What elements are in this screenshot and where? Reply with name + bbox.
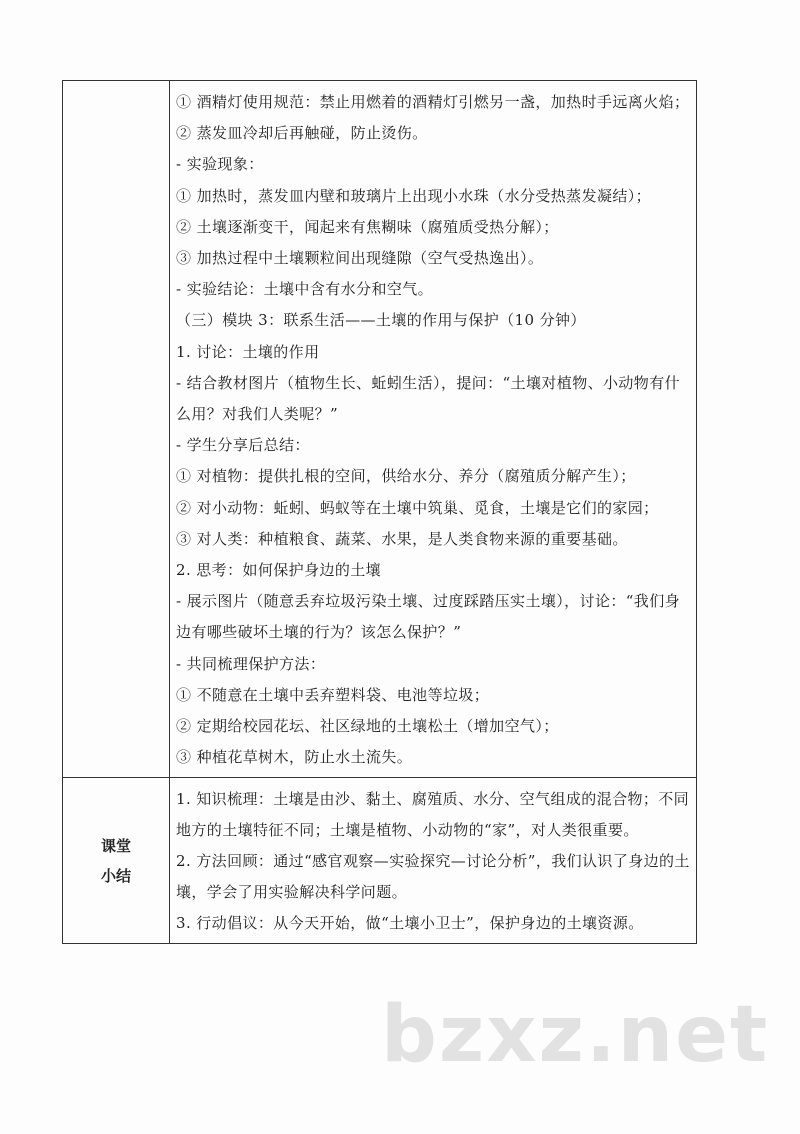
content-line: ① 加热时，蒸发皿内壁和玻璃片上出现小水珠（水分受热蒸发凝结）； — [176, 186, 652, 205]
content-line: 1. 讨论：土壤的作用 — [176, 342, 320, 361]
lesson-plan-table — [62, 80, 697, 944]
content-line: 2. 思考：如何保护身边的土壤 — [176, 561, 382, 580]
summary-content — [170, 778, 696, 943]
content-line: ② 对小动物：蚯蚓、蚂蚁等在土壤中筑巢、觅食，土壤是它们的家园； — [176, 498, 659, 517]
content-line: - 结合教材图片（植物生长、蚯蚓生活），提问：“土壤对植物、小动物有什么用？对我们人类呢？” — [176, 373, 681, 424]
row-label-cell — [63, 81, 170, 778]
table-row-activity — [63, 81, 697, 778]
content-line: - 实验结论：土壤中含有水分和空气。 — [176, 280, 434, 299]
summary-label-line-2: 小结 — [100, 866, 131, 885]
activity-content — [170, 81, 696, 777]
content-line: ② 蒸发皿冷却后再触碰，防止烫伤。 — [176, 124, 428, 143]
content-line: ① 酒精灯使用规范：禁止用燃着的酒精灯引燃另一盏，加热时手远离火焰； — [176, 93, 690, 111]
content-line: 1. 知识梳理：土壤是由沙、黏土、腐殖质、水分、空气组成的混合物；不同地方的土壤特征不同；土壤是植物、小动物的“家”，对人类很重要。 — [176, 790, 690, 840]
content-line: （三）模块 3：联系生活——土壤的作用与保护（10 分钟） — [176, 311, 586, 330]
content-line: ② 定期给校园花坛、社区绿地的土壤松土（增加空气）； — [176, 717, 559, 736]
content-line: ① 对植物：提供扎根的空间，供给水分、养分（腐殖质分解产生）； — [176, 467, 636, 486]
content-line: - 实验现象： — [176, 155, 264, 174]
row-label-cell — [63, 778, 170, 944]
content-line: ③ 加热过程中土壤颗粒间出现缝隙（空气受热逸出）。 — [176, 249, 544, 268]
content-line: 3. 行动倡议：从今天开始，做“土壤小卫士”，保护身边的土壤资源。 — [176, 914, 644, 933]
content-line: ③ 种植花草树木，防止水土流失。 — [176, 748, 413, 767]
summary-content-cell — [170, 778, 697, 944]
content-line: - 共同梳理保护方法： — [176, 654, 326, 673]
content-line: ② 土壤逐渐变干，闻起来有焦糊味（腐殖质受热分解）； — [176, 217, 559, 236]
content-line: ③ 对人类：种植粮食、蔬菜、水果，是人类食物来源的重要基础。 — [176, 529, 628, 548]
activity-content-cell — [170, 81, 697, 778]
table-row-summary — [63, 778, 697, 944]
summary-label-line-1: 课堂 — [100, 836, 131, 855]
content-line: - 展示图片（随意丢弃垃圾污染土壤、过度踩踏压实土壤），讨论：“我们身边有哪些破坏土壤的行为？该怎么保护？” — [176, 592, 681, 642]
watermark: bzxz.net — [381, 990, 770, 1080]
content-line: - 学生分享后总结： — [176, 436, 310, 455]
content-line: ① 不随意在土壤中丢弃塑料袋、电池等垃圾； — [176, 685, 490, 704]
content-line: 2. 方法回顾：通过“感官观察—实验探究—讨论分析”，我们认识了身边的土壤，学会了用实验解决科学问题。 — [176, 852, 690, 902]
